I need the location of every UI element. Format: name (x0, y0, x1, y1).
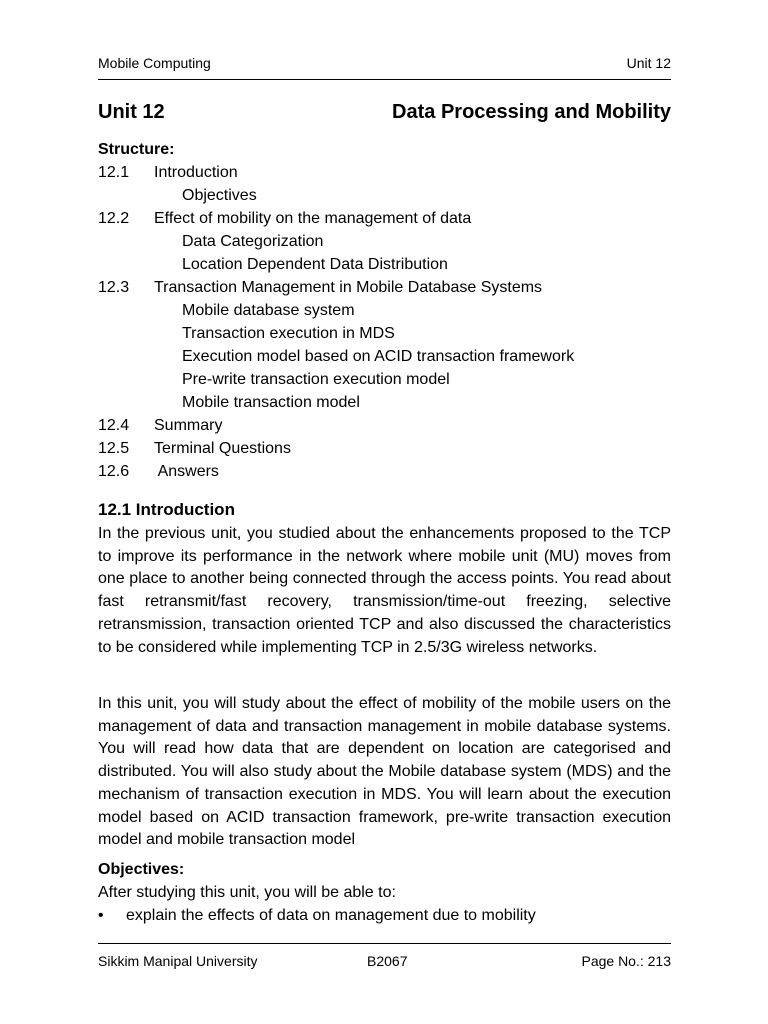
structure-subitem (98, 184, 678, 207)
structure-item-number: 12.4 (98, 417, 130, 434)
bullet-icon: • (98, 907, 104, 924)
structure-item (98, 437, 678, 460)
structure-item-number: 12.1 (98, 164, 130, 181)
structure-subitem (98, 368, 678, 391)
structure-list (98, 161, 678, 483)
structure-item-number: 12.2 (98, 210, 130, 227)
structure-item-label: Pre-write transaction execution model (182, 371, 450, 388)
structure-item-label: Mobile database system (182, 302, 355, 319)
footer-rule (98, 943, 671, 944)
running-footer (98, 953, 671, 973)
unit-title (98, 101, 671, 124)
structure-item-number: 12.3 (98, 279, 130, 296)
structure-item (98, 414, 678, 437)
structure-item-label: Objectives (182, 187, 257, 204)
header-unit-label: Unit 12 (626, 55, 671, 71)
structure-item-label: Transaction execution in MDS (182, 325, 395, 342)
structure-item (98, 161, 678, 184)
structure-item-label: Data Categorization (182, 233, 324, 250)
objective-bullet-item (98, 907, 536, 925)
intro-paragraph-1: In the previous unit, you studied about the enhancements proposed to the TCP to improve its performance in the network where mobile unit (MU) moves from one place to another being connected through the access points. You read about fast retransmit/fast recovery, transmission/time-out freezing, selective retransmission, transaction oriented TCP and also discussed the characteristics to be considered while implementing TCP in 2.5/3G wireless networks. (98, 525, 671, 656)
structure-item (98, 276, 678, 299)
structure-heading: Structure: (98, 141, 175, 158)
structure-subitem (98, 253, 678, 276)
structure-item-label: Terminal Questions (154, 440, 291, 457)
structure-item-label: Execution model based on ACID transaction framework (182, 348, 575, 365)
structure-item-label: Location Dependent Data Distribution (182, 256, 448, 273)
structure-subitem (98, 345, 678, 368)
unit-number: Unit 12 (98, 101, 165, 123)
structure-subitem (98, 391, 678, 414)
structure-item-label: Summary (154, 417, 223, 434)
structure-item-label: Mobile transaction model (182, 394, 360, 411)
structure-item (98, 207, 678, 230)
header-course-title: Mobile Computing (98, 55, 211, 71)
structure-item (98, 460, 678, 483)
footer-university: Sikkim Manipal University (98, 953, 258, 969)
objective-text: explain the effects of data on management due to mobility (126, 907, 536, 924)
footer-page-number: Page No.: 213 (581, 953, 671, 969)
structure-item-label: Effect of mobility on the management of data (154, 210, 472, 227)
structure-subitem (98, 230, 678, 253)
structure-item-number: 12.6 (98, 463, 130, 480)
structure-subitem (98, 322, 678, 345)
intro-paragraph-2: In this unit, you will study about the effect of mobility of the mobile users on the management of data and transaction management in mobile database systems. You will read how data that are dependent on location are categorised and distributed. You will also study about the Mobile database system (MDS) and the mechanism of transaction execution in MDS. You will learn about the execution model based on ACID transaction framework, pre-write transaction execution model and mobile transaction model (98, 695, 671, 849)
structure-item-number: 12.5 (98, 440, 130, 457)
section-heading: 12.1 Introduction (98, 500, 235, 519)
structure-item-label: Introduction (154, 164, 238, 181)
running-header (98, 53, 671, 73)
header-rule (98, 79, 671, 80)
objectives-heading: Objectives: (98, 861, 185, 878)
structure-item-label: Transaction Management in Mobile Database Systems (154, 279, 543, 296)
unit-name: Data Processing and Mobility (392, 101, 671, 123)
objectives-intro: After studying this unit, you will be able to: (98, 884, 396, 901)
footer-course-code: B2067 (367, 953, 408, 969)
structure-item-label: Answers (154, 463, 219, 480)
structure-subitem (98, 299, 678, 322)
